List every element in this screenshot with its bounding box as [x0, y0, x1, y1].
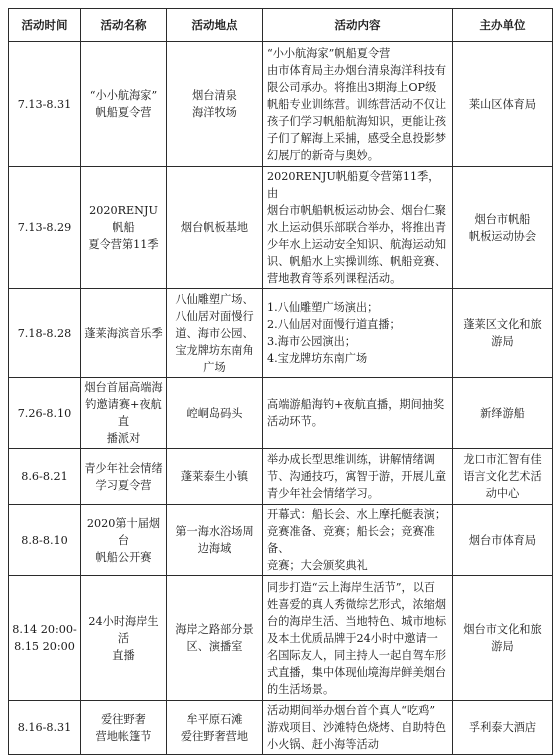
cell-time: [9, 576, 81, 701]
cell-content-line: 活动环节。: [267, 415, 323, 428]
cell-host-line: 帆板运动协会: [468, 229, 537, 243]
cell-time-text: 8.14 20:00-8.15 20:00: [12, 623, 77, 653]
cell-name-line: 爱往野奢: [101, 712, 146, 726]
cell-content-line: 式直播，集中体现仙境海岸鲜美烟台: [267, 665, 447, 679]
cell-host: [453, 378, 553, 449]
cell-content-line: 1.八仙雕塑广场演出；: [267, 301, 379, 314]
cell-name-line: 钓邀请赛+夜航直: [85, 398, 162, 428]
cell-name-line: “小小航海家”: [89, 89, 158, 102]
table-header-row: [9, 9, 553, 42]
cell-content: [263, 576, 453, 701]
cell-time-text: 7.13-8.29: [17, 221, 72, 234]
cell-content-line: 同步打造“云上海岸生活节”，以百: [267, 580, 436, 594]
cell-location-line: 广场: [203, 360, 226, 374]
cell-content-line: 帆船专业训练营。训练营活动不仅让: [267, 97, 447, 111]
cell-time-text: 7.13-8.31: [17, 97, 72, 111]
cell-location-line: 宝龙牌坊东南角: [175, 343, 254, 357]
cell-host-line: 新绎游船: [480, 406, 525, 420]
cell-host-line: 莱山区体育局: [468, 97, 537, 111]
table-row: [9, 701, 553, 755]
cell-content-line: 子们了解海上采捕，感受全息投影梦: [267, 131, 447, 145]
cell-time: [9, 505, 81, 576]
cell-time-text: 8.16-8.31: [17, 721, 72, 734]
cell-location: [167, 378, 263, 449]
table-row: [9, 167, 553, 289]
cell-content-line: 台的海岸生活、当地特色、城市地标: [267, 614, 447, 628]
cell-location-line: 八仙雕塑广场、: [175, 292, 254, 306]
cell-name: [81, 701, 167, 755]
cell-time-text: 7.18-8.28: [17, 326, 72, 340]
cell-time-text: 8.8-8.10: [21, 533, 68, 547]
cell-host: [453, 505, 553, 576]
cell-time: [9, 289, 81, 378]
cell-name: [81, 576, 167, 701]
cell-content-line: 孩子们学习帆船航海知识，更能让孩: [267, 114, 447, 128]
table-row: [9, 378, 553, 449]
cell-name-line: 夏令营第11季: [88, 238, 159, 251]
table-row: [9, 289, 553, 378]
cell-content-line: 举办成长型思维训练，讲解情绪调: [267, 453, 435, 466]
cell-host-line: 龙口市汇智有佳: [463, 453, 542, 466]
cell-content-line: 竞赛准备、竞赛；船长会；竞赛准备、: [267, 525, 435, 555]
cell-time: [9, 167, 81, 289]
cell-host-line: 烟台市体育局: [468, 533, 537, 547]
cell-location: [167, 42, 263, 167]
cell-location-line: 爱往野奢营地: [180, 729, 249, 743]
cell-content-line: 小火锅、赶小海等活动: [267, 738, 379, 751]
cell-time-text: 7.26-8.10: [17, 406, 72, 420]
cell-location-line: 边海域: [197, 542, 232, 555]
table-row: [9, 576, 553, 701]
cell-content-line: 名国际友人，同主持人一起自驾车形: [267, 648, 447, 662]
cell-content-line: 竞赛；大会颁奖典礼: [267, 559, 368, 572]
cell-content: [263, 701, 453, 755]
cell-name-line: 帆船公开赛: [95, 550, 152, 564]
cell-content: [263, 167, 453, 289]
cell-content-line: 幻展厅的新奇与奥妙。: [267, 148, 379, 162]
cell-content-line: 姓喜爱的真人秀微综艺形式，浓缩烟: [267, 597, 447, 611]
cell-content-line: 少年水上运动安全知识、航海运动知: [267, 238, 447, 251]
cell-host: [453, 42, 553, 167]
cell-location: [167, 167, 263, 289]
cell-name: [81, 167, 167, 289]
cell-host-line: 烟台市文化和旅: [463, 623, 542, 636]
cell-content-line: 限公司承办。将推出3期海上OP级: [267, 80, 437, 94]
cell-name: [81, 505, 167, 576]
cell-content-line: 水上运动俱乐部联合举办，将推出青: [267, 221, 447, 234]
cell-time: [9, 701, 81, 755]
cell-name-line: 播派对: [106, 432, 141, 445]
cell-name-line: 营地帐篷节: [95, 729, 152, 743]
cell-content-line: 高端游船海钓+夜航直播，期间抽奖: [267, 398, 445, 411]
cell-content: [263, 378, 453, 449]
cell-location-line: 牟平原石滩: [186, 712, 243, 726]
cell-location: [167, 505, 263, 576]
cell-content-line: 活动期间举办烟台首个真人“吃鸡”: [267, 704, 436, 717]
cell-content-line: 营地教育等系列课程活动。: [267, 272, 402, 285]
cell-content-line: “小小航海家”帆船夏令营: [267, 46, 391, 60]
cell-location-line: 烟台清泉: [192, 89, 237, 102]
cell-content-line: 开幕式：船长会、水上摩托艇表演；: [267, 508, 447, 521]
cell-name-line: 学习夏令营: [95, 478, 152, 492]
cell-content-line: 由市体育局主办烟台清泉海洋科技有: [267, 63, 447, 77]
cell-host-line: 动中心: [485, 487, 520, 500]
cell-location: [167, 576, 263, 701]
cell-location: [167, 701, 263, 755]
cell-host: [453, 701, 553, 755]
cell-name-line: 直播: [112, 648, 135, 662]
cell-name-line: 蓬莱海滨音乐季: [84, 326, 163, 340]
cell-host: [453, 167, 553, 289]
cell-host-line: 游局: [491, 640, 514, 653]
cell-name-line: 2020RENJU帆船: [89, 204, 158, 234]
cell-name-line: 2020第十届烟台: [86, 516, 161, 547]
cell-host-line: 蓬莱区文化和旅: [463, 318, 542, 331]
cell-host: [453, 576, 553, 701]
cell-location-line: 区、演播室: [186, 640, 243, 653]
cell-host: [453, 289, 553, 378]
cell-content-line: 的生活场景。: [267, 682, 335, 696]
header-name: 活动名称: [81, 9, 167, 42]
cell-content-line: 节、沟通技巧，寓智于游，开展儿童: [267, 470, 447, 483]
cell-location-line: 海岸之路部分景: [175, 623, 254, 636]
cell-host-line: 烟台市帆船: [474, 212, 531, 226]
cell-content-line: 2020RENJU帆船夏令营第11季，由: [267, 170, 440, 200]
cell-time-text: 8.6-8.21: [21, 470, 68, 483]
header-host: 主办单位: [453, 9, 553, 42]
cell-content: [263, 449, 453, 505]
cell-time: [9, 449, 81, 505]
cell-location: [167, 449, 263, 505]
cell-location: [167, 289, 263, 378]
cell-content-line: 游戏项目、沙滩特色烧烤、自助特色: [267, 721, 447, 734]
table-row: [9, 449, 553, 505]
cell-location-line: 海洋牧场: [192, 106, 237, 119]
cell-host: [453, 449, 553, 505]
cell-name-line: 烟台首届高端海: [84, 381, 163, 394]
cell-content: [263, 289, 453, 378]
cell-name: [81, 42, 167, 167]
activity-table: [8, 8, 553, 755]
cell-name: [81, 289, 167, 378]
cell-host-line: 语言文化艺术活: [463, 470, 542, 483]
cell-location-line: 蓬莱泰生小镇: [180, 470, 249, 483]
table-body: [9, 42, 553, 755]
cell-name: [81, 449, 167, 505]
header-time: 活动时间: [9, 9, 81, 42]
cell-host-line: 孚利泰大酒店: [468, 721, 537, 734]
cell-location-line: 第一海水浴场周: [175, 525, 254, 538]
cell-location-line: 道、海市公园、: [175, 326, 254, 340]
cell-content-line: 及本土优质品牌于24小时中邀请一: [267, 631, 438, 645]
cell-location-line: 崆峒岛码头: [186, 406, 243, 420]
header-content: 活动内容: [263, 9, 453, 42]
cell-time: [9, 378, 81, 449]
cell-host-line: 游局: [491, 335, 514, 348]
cell-time: [9, 42, 81, 167]
cell-name-line: 24小时海岸生活: [88, 614, 159, 645]
cell-name-line: 青少年社会情绪: [84, 461, 163, 475]
cell-content: [263, 42, 453, 167]
header-location: 活动地点: [167, 9, 263, 42]
cell-content-line: 烟台市帆船帆板运动协会、烟台仁聚: [267, 204, 447, 217]
cell-content-line: 2.八仙居对面慢行道直播；: [267, 318, 401, 331]
cell-location-line: 烟台帆板基地: [180, 221, 249, 234]
activity-table-container: [8, 8, 552, 755]
cell-name: [81, 378, 167, 449]
cell-content: [263, 505, 453, 576]
table-row: [9, 42, 553, 167]
cell-name-line: 帆船夏令营: [95, 106, 152, 119]
cell-content-line: 4.宝龙牌坊东南广场: [267, 352, 368, 365]
cell-content-line: 青少年社会情绪学习。: [267, 487, 379, 500]
cell-location-line: 八仙居对面慢行: [175, 309, 254, 323]
cell-content-line: 3.海市公园演出；: [267, 335, 356, 348]
table-row: [9, 505, 553, 576]
cell-content-line: 识、帆船水上实操训练、帆船竞赛、: [267, 255, 447, 268]
